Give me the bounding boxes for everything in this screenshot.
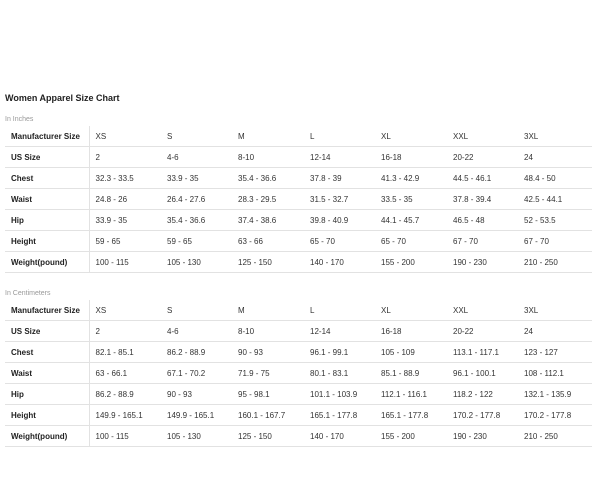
table-cell: 170.2 - 177.8 — [518, 405, 592, 426]
table-cell: 24 — [518, 147, 592, 168]
table-cell: 149.9 - 165.1 — [161, 405, 232, 426]
table-row — [5, 168, 592, 189]
size-table-body — [5, 300, 592, 447]
table-cell: 37.4 - 38.6 — [232, 210, 304, 231]
table-row — [5, 342, 592, 363]
table-cell: M — [232, 300, 304, 321]
table-cell: 35.4 - 36.6 — [161, 210, 232, 231]
table-cell: 100 - 115 — [89, 426, 161, 447]
table-cell: 48.4 - 50 — [518, 168, 592, 189]
table-row — [5, 363, 592, 384]
table-cell: 16-18 — [375, 147, 447, 168]
table-cell: 33.9 - 35 — [89, 210, 161, 231]
size-table-centimeters — [5, 300, 592, 447]
table-cell: 8-10 — [232, 321, 304, 342]
table-cell: 165.1 - 177.8 — [304, 405, 375, 426]
table-cell: 3XL — [518, 300, 592, 321]
table-cell: S — [161, 300, 232, 321]
table-cell: 26.4 - 27.6 — [161, 189, 232, 210]
table-cell: 33.9 - 35 — [161, 168, 232, 189]
table-cell: 190 - 230 — [447, 426, 518, 447]
table-cell: 2 — [89, 321, 161, 342]
table-cell: 67 - 70 — [447, 231, 518, 252]
table-cell: M — [232, 126, 304, 147]
row-label: Chest — [5, 168, 89, 189]
table-cell: 20-22 — [447, 147, 518, 168]
table-row — [5, 147, 592, 168]
table-row — [5, 126, 592, 147]
row-label: Waist — [5, 363, 89, 384]
table-cell: 85.1 - 88.9 — [375, 363, 447, 384]
row-label: US Size — [5, 147, 89, 168]
table-row — [5, 231, 592, 252]
size-table-inches — [5, 126, 592, 273]
row-label: Hip — [5, 210, 89, 231]
table-cell: 59 - 65 — [89, 231, 161, 252]
row-label: Hip — [5, 384, 89, 405]
table-cell: 96.1 - 99.1 — [304, 342, 375, 363]
table-cell: 82.1 - 85.1 — [89, 342, 161, 363]
table-cell: 86.2 - 88.9 — [89, 384, 161, 405]
table-cell: XXL — [447, 126, 518, 147]
table-cell: 160.1 - 167.7 — [232, 405, 304, 426]
table-cell: XL — [375, 126, 447, 147]
table-cell: 44.1 - 45.7 — [375, 210, 447, 231]
table-cell: 24 — [518, 321, 592, 342]
row-label: Manufacturer Size — [5, 126, 89, 147]
table-cell: 96.1 - 100.1 — [447, 363, 518, 384]
table-cell: 140 - 170 — [304, 426, 375, 447]
table-cell: 37.8 - 39 — [304, 168, 375, 189]
table-cell: 190 - 230 — [447, 252, 518, 273]
table-cell: 113.1 - 117.1 — [447, 342, 518, 363]
table-cell: 140 - 170 — [304, 252, 375, 273]
table-cell: 149.9 - 165.1 — [89, 405, 161, 426]
table-cell: 170.2 - 177.8 — [447, 405, 518, 426]
table-cell: 31.5 - 32.7 — [304, 189, 375, 210]
row-label: Manufacturer Size — [5, 300, 89, 321]
table-cell: XS — [89, 126, 161, 147]
table-row — [5, 384, 592, 405]
table-row — [5, 189, 592, 210]
table-cell: XL — [375, 300, 447, 321]
row-label: Weight(pound) — [5, 426, 89, 447]
table-cell: 46.5 - 48 — [447, 210, 518, 231]
table-row — [5, 252, 592, 273]
size-table-body — [5, 126, 592, 273]
table-cell: 65 - 70 — [304, 231, 375, 252]
table-cell: 65 - 70 — [375, 231, 447, 252]
table-cell: 132.1 - 135.9 — [518, 384, 592, 405]
table-row — [5, 405, 592, 426]
table-row — [5, 210, 592, 231]
table-cell: 112.1 - 116.1 — [375, 384, 447, 405]
row-label: Height — [5, 231, 89, 252]
table-cell: L — [304, 300, 375, 321]
section-caption-inches: In Inches — [5, 116, 34, 123]
table-cell: 105 - 130 — [161, 252, 232, 273]
table-cell: 12-14 — [304, 147, 375, 168]
table-cell: 101.1 - 103.9 — [304, 384, 375, 405]
row-label: Chest — [5, 342, 89, 363]
table-cell: 210 - 250 — [518, 426, 592, 447]
table-cell: 67 - 70 — [518, 231, 592, 252]
table-row — [5, 426, 592, 447]
table-cell: 16-18 — [375, 321, 447, 342]
row-label: Weight(pound) — [5, 252, 89, 273]
table-cell: XS — [89, 300, 161, 321]
table-cell: 210 - 250 — [518, 252, 592, 273]
table-cell: 59 - 65 — [161, 231, 232, 252]
row-label: Height — [5, 405, 89, 426]
page-title: Women Apparel Size Chart — [5, 93, 120, 103]
table-cell: 95 - 98.1 — [232, 384, 304, 405]
table-cell: 67.1 - 70.2 — [161, 363, 232, 384]
table-cell: 8-10 — [232, 147, 304, 168]
table-cell: XXL — [447, 300, 518, 321]
table-cell: 80.1 - 83.1 — [304, 363, 375, 384]
section-caption-centimeters: In Centimeters — [5, 290, 51, 297]
table-cell: 39.8 - 40.9 — [304, 210, 375, 231]
table-cell: S — [161, 126, 232, 147]
table-cell: 105 - 109 — [375, 342, 447, 363]
table-cell: 165.1 - 177.8 — [375, 405, 447, 426]
table-cell: 63 - 66 — [232, 231, 304, 252]
table-cell: 105 - 130 — [161, 426, 232, 447]
table-cell: 24.8 - 26 — [89, 189, 161, 210]
row-label: Waist — [5, 189, 89, 210]
table-cell: 63 - 66.1 — [89, 363, 161, 384]
table-cell: 90 - 93 — [161, 384, 232, 405]
table-cell: 86.2 - 88.9 — [161, 342, 232, 363]
table-cell: 33.5 - 35 — [375, 189, 447, 210]
row-label: US Size — [5, 321, 89, 342]
table-cell: 41.3 - 42.9 — [375, 168, 447, 189]
table-cell: 32.3 - 33.5 — [89, 168, 161, 189]
table-cell: 125 - 150 — [232, 252, 304, 273]
table-row — [5, 300, 592, 321]
table-cell: L — [304, 126, 375, 147]
table-cell: 123 - 127 — [518, 342, 592, 363]
table-cell: 4-6 — [161, 321, 232, 342]
table-cell: 20-22 — [447, 321, 518, 342]
table-cell: 35.4 - 36.6 — [232, 168, 304, 189]
table-cell: 44.5 - 46.1 — [447, 168, 518, 189]
table-cell: 37.8 - 39.4 — [447, 189, 518, 210]
table-cell: 90 - 93 — [232, 342, 304, 363]
table-cell: 155 - 200 — [375, 426, 447, 447]
table-cell: 118.2 - 122 — [447, 384, 518, 405]
table-cell: 108 - 112.1 — [518, 363, 592, 384]
table-cell: 52 - 53.5 — [518, 210, 592, 231]
table-cell: 3XL — [518, 126, 592, 147]
table-cell: 12-14 — [304, 321, 375, 342]
table-cell: 2 — [89, 147, 161, 168]
table-cell: 125 - 150 — [232, 426, 304, 447]
table-cell: 42.5 - 44.1 — [518, 189, 592, 210]
table-cell: 100 - 115 — [89, 252, 161, 273]
table-cell: 4-6 — [161, 147, 232, 168]
table-cell: 155 - 200 — [375, 252, 447, 273]
table-cell: 71.9 - 75 — [232, 363, 304, 384]
table-cell: 28.3 - 29.5 — [232, 189, 304, 210]
table-row — [5, 321, 592, 342]
